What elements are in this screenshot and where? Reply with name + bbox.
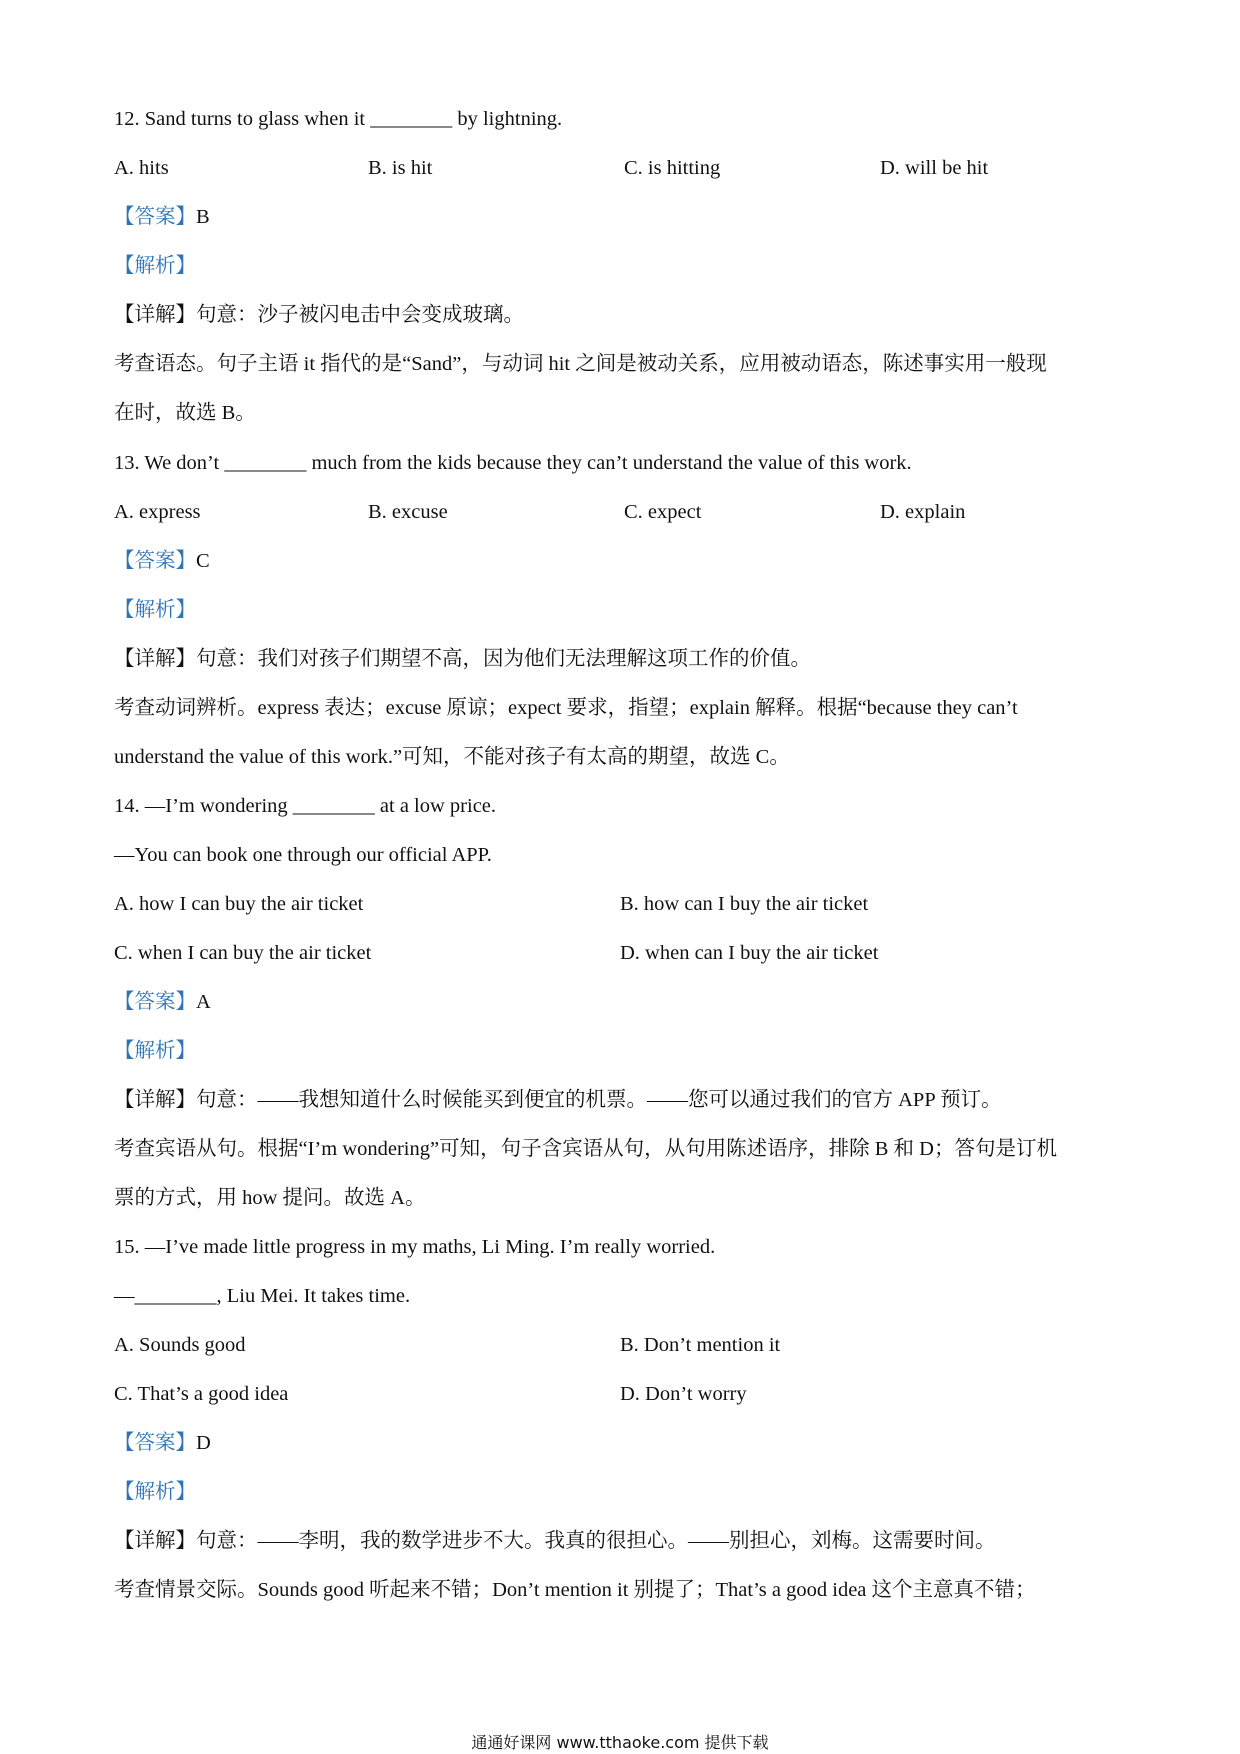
answer-tag: 【答案】: [114, 1432, 196, 1454]
detail-text: 句意：——李明，我的数学进步不大。我真的很担心。——别担心，刘梅。这需要时间。: [196, 1530, 996, 1552]
question-15-stem: 15. —I’ve made little progress in my maths, Li Ming. I’m really worried.: [114, 1236, 716, 1258]
detail-text: 句意：我们对孩子们期望不高，因为他们无法理解这项工作的价值。: [196, 648, 811, 670]
question-13-option-a: A. express: [114, 501, 201, 523]
question-13-option-d: D. explain: [880, 501, 966, 523]
detail-tag: 【详解】: [114, 304, 196, 326]
question-13-analysis-tag: 【解析】: [114, 599, 196, 621]
question-14-option-c: C. when I can buy the air ticket: [114, 942, 372, 964]
detail-text: 句意：沙子被闪电击中会变成玻璃。: [196, 304, 524, 326]
question-12-option-c: C. is hitting: [624, 157, 721, 179]
question-15-option-c: C. That’s a good idea: [114, 1383, 289, 1405]
question-14-detail-line-2: 考查宾语从句。根据“I’m wondering”可知，句子含宾语从句，从句用陈述语序，排除 B 和 D；答句是订机: [114, 1138, 1057, 1160]
question-15-detail-line-1: [114, 1527, 996, 1555]
question-14-analysis-tag: 【解析】: [114, 1040, 196, 1062]
detail-tag: 【详解】: [114, 648, 196, 670]
question-13-detail-line-2: 考查动词辨析。express 表达；excuse 原谅；expect 要求，指望；explain 解释。根据“because they can’t: [114, 697, 1018, 719]
question-13-detail-line-1: [114, 645, 811, 673]
question-12-analysis-tag: 【解析】: [114, 255, 196, 277]
question-14-answer: [114, 988, 211, 1016]
page-footer: 通通好课网 www.tthaoke.com 提供下载: [471, 1733, 769, 1752]
detail-tag: 【详解】: [114, 1530, 196, 1552]
answer-tag: 【答案】: [114, 991, 196, 1013]
answer-tag: 【答案】: [114, 550, 196, 572]
question-13-stem: 13. We don’t ________ much from the kids because they can’t understand the value of this work.: [114, 452, 912, 474]
question-12-stem: 12. Sand turns to glass when it ________ by lightning.: [114, 108, 563, 130]
answer-value: A: [196, 991, 211, 1013]
question-14-option-b: B. how can I buy the air ticket: [620, 893, 869, 915]
answer-value: D: [196, 1432, 211, 1454]
question-15-option-b: B. Don’t mention it: [620, 1334, 781, 1356]
detail-text: 句意：——我想知道什么时候能买到便宜的机票。——您可以通过我们的官方 APP 预订。: [196, 1089, 1002, 1111]
question-13-option-b: B. excuse: [368, 501, 448, 523]
answer-tag: 【答案】: [114, 206, 196, 228]
question-15-answer: [114, 1429, 211, 1457]
question-12-option-b: B. is hit: [368, 157, 433, 179]
question-15-analysis-tag: 【解析】: [114, 1481, 196, 1503]
question-14-detail-line-1: [114, 1086, 1002, 1114]
question-14-detail-line-3: 票的方式，用 how 提问。故选 A。: [114, 1187, 426, 1209]
question-14-option-d: D. when can I buy the air ticket: [620, 942, 879, 964]
question-13-detail-line-3: understand the value of this work.”可知，不能对孩子有太高的期望，故选 C。: [114, 746, 790, 768]
question-12-option-d: D. will be hit: [880, 157, 989, 179]
question-15-detail-line-2: 考查情景交际。Sounds good 听起来不错；Don’t mention it 别提了；That’s a good idea 这个主意真不错；: [114, 1579, 1036, 1601]
question-14-option-a: A. how I can buy the air ticket: [114, 893, 364, 915]
question-15-option-a: A. Sounds good: [114, 1334, 246, 1356]
question-12-answer: [114, 203, 210, 231]
question-14-stem-reply: —You can book one through our official APP.: [114, 844, 492, 866]
question-15-stem-reply: —________, Liu Mei. It takes time.: [114, 1285, 411, 1307]
question-13-option-c: C. expect: [624, 501, 702, 523]
question-12-detail-line-2: 考查语态。句子主语 it 指代的是“Sand”，与动词 hit 之间是被动关系，应用被动语态，陈述事实用一般现: [114, 353, 1047, 375]
detail-tag: 【详解】: [114, 1089, 196, 1111]
question-15-option-d: D. Don’t worry: [620, 1383, 747, 1405]
answer-value: C: [196, 550, 210, 572]
answer-value: B: [196, 206, 210, 228]
question-14-stem: 14. —I’m wondering ________ at a low price.: [114, 795, 497, 817]
question-13-answer: [114, 547, 210, 575]
question-12-option-a: A. hits: [114, 157, 169, 179]
question-12-detail-line-1: [114, 301, 524, 329]
question-12-detail-line-3: 在时，故选 B。: [114, 402, 256, 424]
